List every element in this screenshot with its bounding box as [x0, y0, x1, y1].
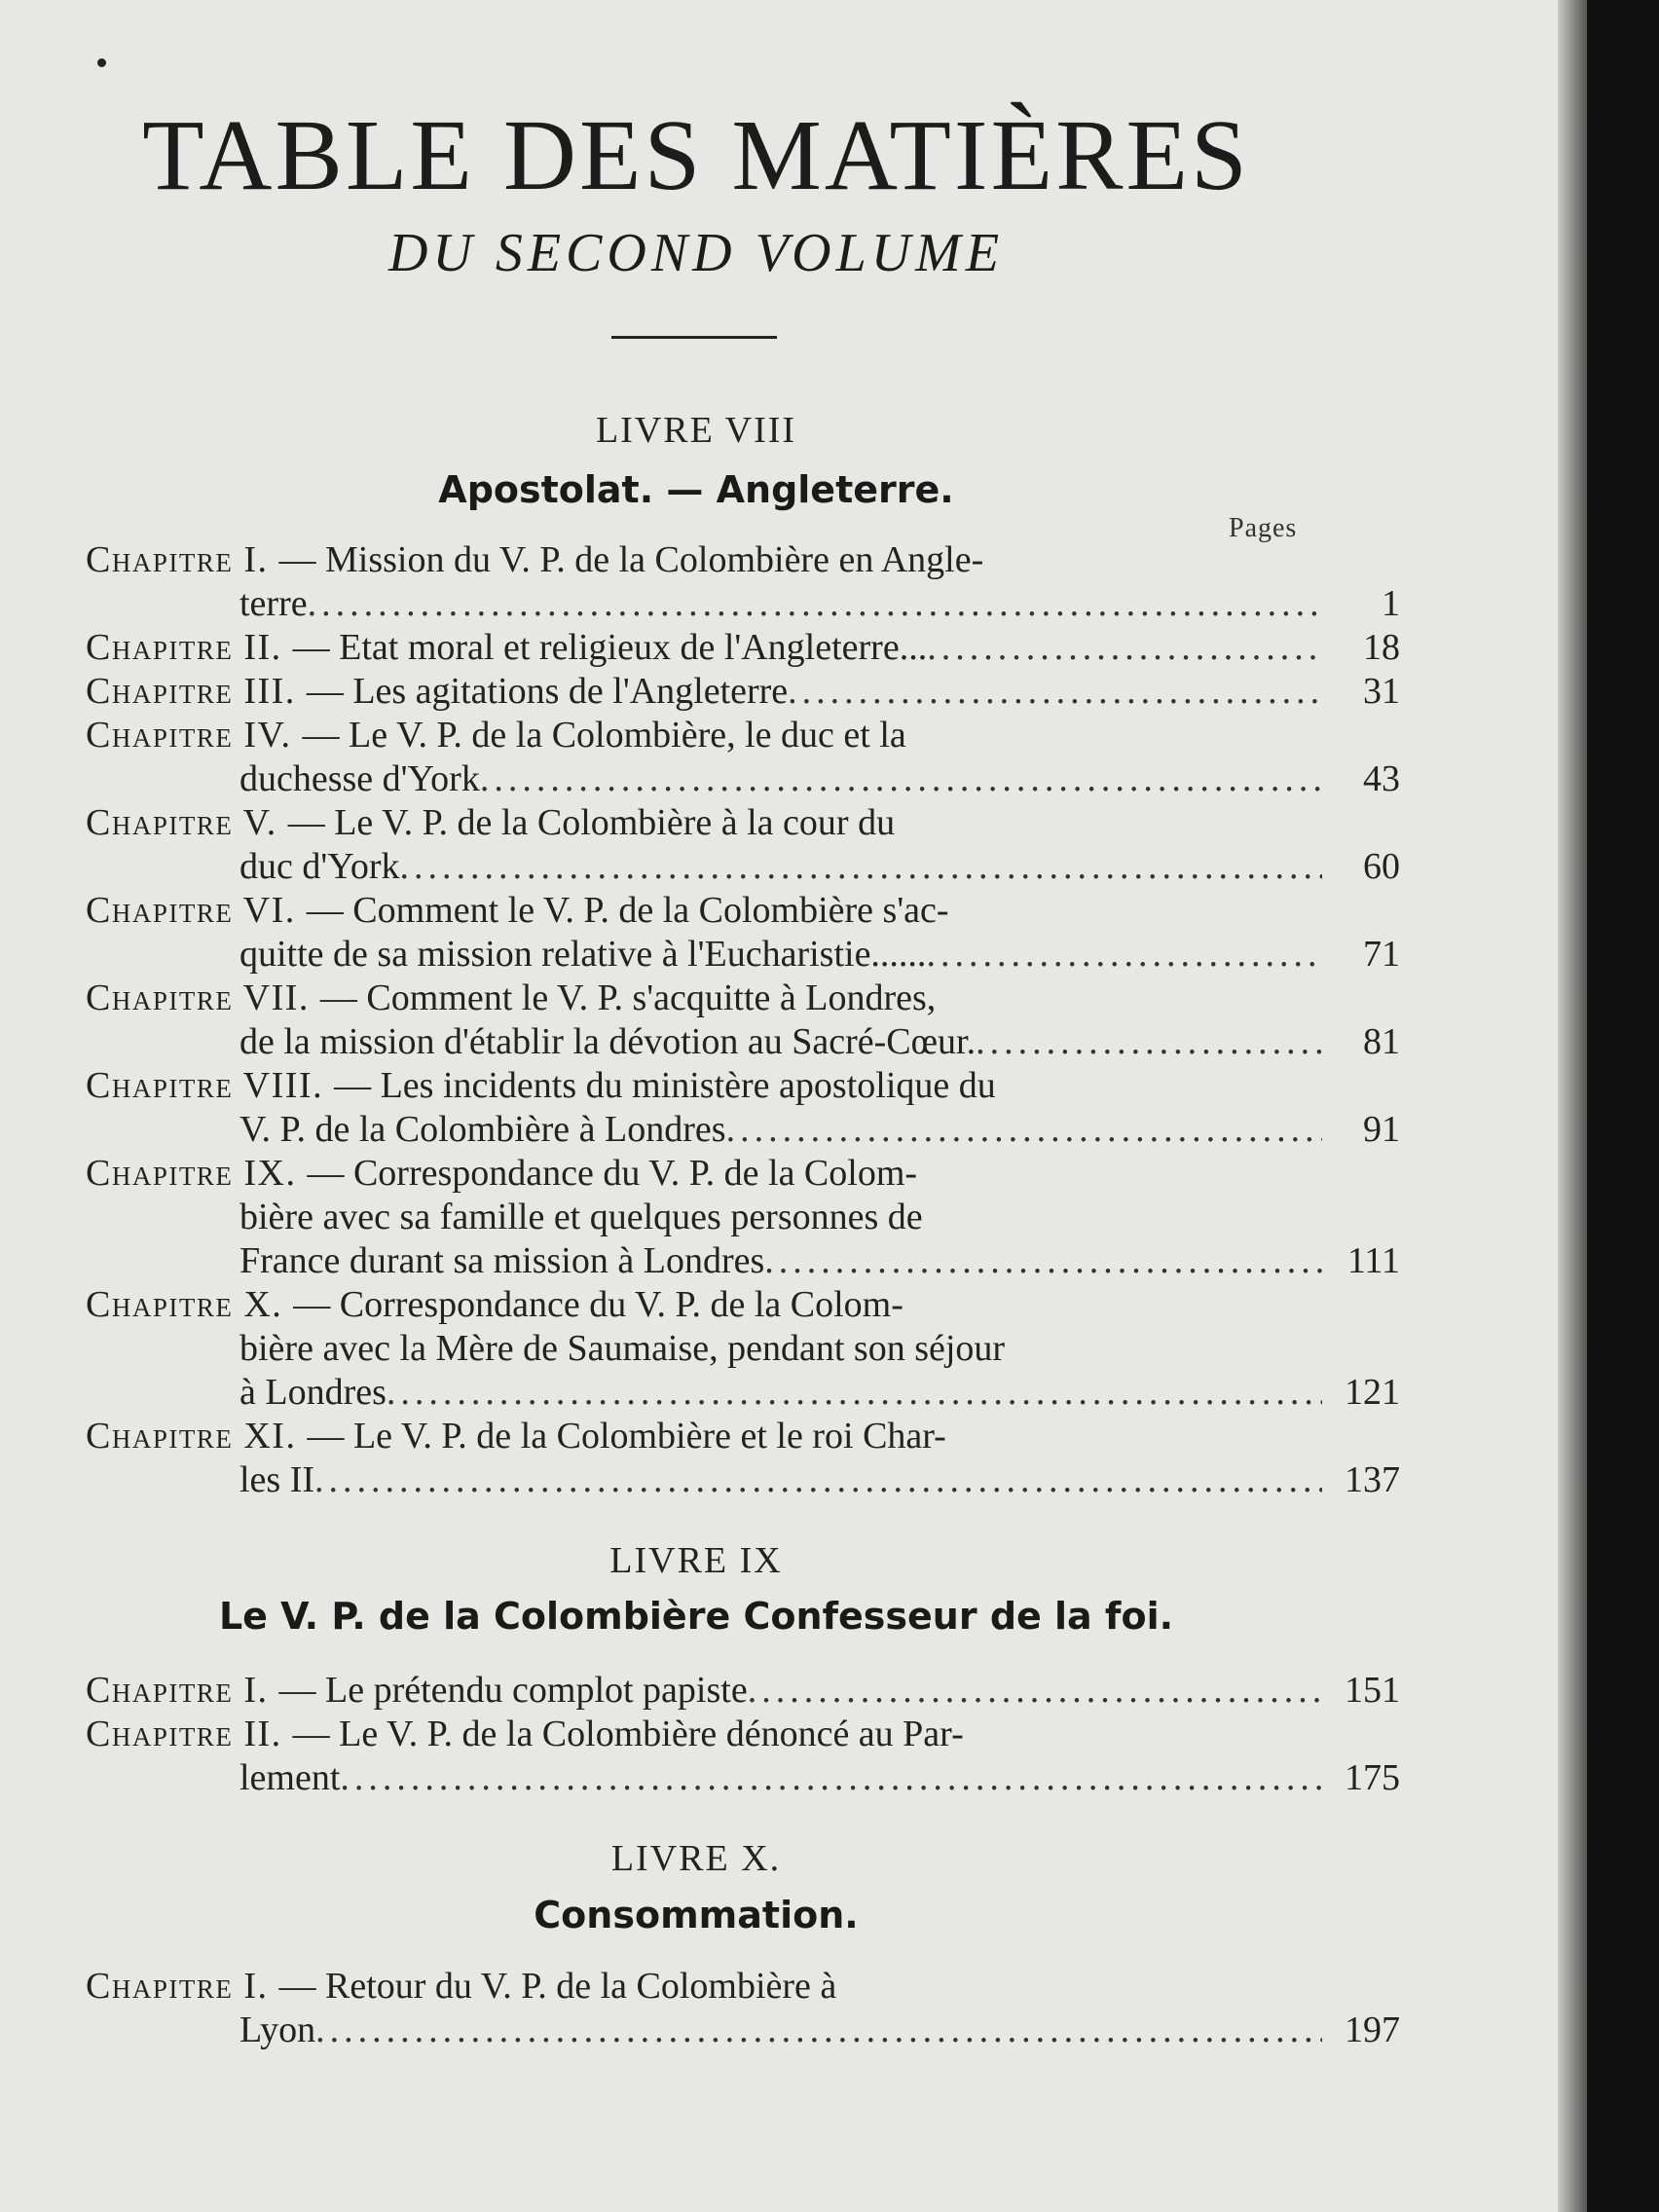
dot-leader — [340, 1756, 1322, 1800]
book-spine — [1587, 0, 1659, 2212]
chapter-title-line: bière avec la Mère de Saumaise, pendant son séjour — [240, 1328, 1006, 1369]
title-rule — [611, 336, 777, 339]
chapter-title-line: — Le V. P. de la Colombière, le duc et la — [302, 715, 906, 756]
dot-leader — [788, 670, 1322, 714]
dot-leader — [926, 933, 1322, 977]
chapter-number: Chapitre VI. — [86, 890, 307, 931]
chapter-title-line: — Comment le V. P. s'acquitte à Londres, — [319, 977, 937, 1018]
dot-leader — [927, 626, 1322, 670]
chapter-title-line: les II — [240, 1459, 315, 1500]
page-number: 1 — [1382, 583, 1400, 624]
chapter-number: Chapitre II. — [86, 627, 293, 668]
chapter-number: Chapitre V. — [86, 802, 288, 843]
page-number: 137 — [1345, 1459, 1400, 1500]
toc-entry — [86, 1669, 1400, 1713]
toc-entry — [86, 801, 1400, 889]
chapter-title-line: Lyon — [240, 2009, 316, 2050]
chapter-title-line: — Retour du V. P. de la Colombière à — [278, 1966, 837, 2007]
chapter-title-line: de la mission d'établir la dévotion au Sacré-Cœur. — [240, 1021, 977, 1062]
chapter-title-line: — Le V. P. de la Colombière et le roi Char- — [307, 1416, 946, 1456]
chapter-number: Chapitre VIII. — [86, 1065, 335, 1106]
book-label: LIVRE X. — [610, 1838, 782, 1879]
chapter-number: Chapitre IX. — [86, 1153, 308, 1194]
chapter-title-line: V. P. de la Colombière à Londres — [240, 1109, 726, 1150]
pages-column-label: Pages — [1229, 513, 1298, 543]
chapter-title-line: — Le V. P. de la Colombière à la cour du — [287, 802, 896, 843]
chapter-number: Chapitre VII. — [86, 977, 320, 1018]
chapter-title-line: — Les agitations de l'Angleterre — [306, 671, 789, 712]
page-number: 43 — [1363, 758, 1400, 799]
toc-entry — [86, 1152, 1400, 1283]
dot-leader — [387, 1371, 1322, 1415]
chapter-title-line: — Etat moral et religieux de l'Angleterre... — [292, 627, 928, 668]
chapter-title-line: — Le V. P. de la Colombière dénoncé au Par- — [292, 1714, 964, 1754]
chapter-title-line: terre — [240, 583, 308, 624]
chapter-title-line: — Le prétendu complot papiste — [278, 1670, 748, 1711]
chapter-number: Chapitre III. — [86, 671, 307, 712]
chapter-title-line: — Correspondance du V. P. de la Colom- — [293, 1284, 903, 1325]
page-subtitle: DU SECOND VOLUME — [387, 223, 1005, 283]
page-number: 197 — [1345, 2009, 1400, 2050]
toc-entry — [86, 977, 1400, 1064]
dot-leader — [726, 1108, 1322, 1152]
dot-leader — [308, 582, 1322, 626]
page-edge — [1558, 0, 1587, 2212]
chapter-title-line: lement — [240, 1757, 341, 1798]
dot-leader — [315, 2009, 1322, 2052]
chapter-number: Chapitre XI. — [86, 1416, 308, 1456]
chapter-number: Chapitre II. — [86, 1714, 293, 1754]
toc-entry — [86, 626, 1400, 670]
toc-entry — [86, 1713, 1400, 1800]
toc-entry — [86, 1064, 1400, 1152]
chapter-title-line: quitte de sa mission relative à l'Eucharistie...... — [240, 934, 927, 975]
chapter-number: Chapitre I. — [86, 539, 279, 580]
chapter-title-line: — Les incidents du ministère apostolique du — [334, 1065, 996, 1106]
chapter-number: Chapitre X. — [86, 1284, 294, 1325]
page-number: 175 — [1345, 1757, 1400, 1798]
toc-entry — [86, 889, 1400, 977]
page-number: 121 — [1345, 1372, 1400, 1413]
dot-leader — [748, 1669, 1322, 1713]
page-title: TABLE DES MATIÈRES — [142, 99, 1250, 211]
ink-dot — [97, 58, 106, 67]
toc-entry — [86, 1415, 1400, 1502]
book-label: LIVRE IX — [609, 1540, 783, 1581]
page-number: 81 — [1363, 1021, 1400, 1062]
toc-entry — [86, 538, 1400, 626]
page-number: 60 — [1363, 846, 1400, 887]
chapter-title-line: — Mission du V. P. de la Colombière en Angle- — [278, 539, 984, 580]
page-number: 71 — [1363, 934, 1400, 975]
book-label: LIVRE VIII — [595, 410, 797, 451]
chapter-title-line: — Comment le V. P. de la Colombière s'ac- — [306, 890, 949, 931]
chapter-title-line: duchesse d'York — [240, 758, 480, 799]
dot-leader — [314, 1458, 1322, 1502]
chapter-title-line: à Londres — [240, 1372, 387, 1413]
chapter-title-line: — Correspondance du V. P. de la Colom- — [307, 1153, 918, 1194]
toc-entry — [86, 670, 1400, 714]
page-number: 31 — [1363, 671, 1400, 712]
book-heading: Le V. P. de la Colombière Confesseur de la foi. — [218, 1595, 1174, 1638]
dot-leader — [400, 845, 1322, 889]
chapter-title-line: bière avec sa famille et quelques personnes de — [240, 1197, 923, 1237]
chapter-number: Chapitre IV. — [86, 715, 303, 756]
chapter-title-line: France durant sa mission à Londres — [240, 1240, 765, 1281]
book-heading: Apostolat. — Angleterre. — [438, 468, 954, 511]
dot-leader — [764, 1239, 1322, 1283]
toc-entry — [86, 1283, 1400, 1415]
page-number: 111 — [1346, 1240, 1400, 1281]
chapter-number: Chapitre I. — [86, 1966, 279, 2007]
page-number: 18 — [1363, 627, 1400, 668]
page-number: 91 — [1363, 1109, 1400, 1150]
chapter-number: Chapitre I. — [86, 1670, 279, 1711]
dot-leader — [480, 757, 1322, 801]
page-number: 151 — [1345, 1670, 1400, 1711]
chapter-title-line: duc d'York — [240, 846, 400, 887]
book-heading: Consommation. — [534, 1894, 859, 1936]
dot-leader — [976, 1020, 1322, 1064]
toc-entry — [86, 714, 1400, 801]
toc-entry — [86, 1965, 1400, 2052]
